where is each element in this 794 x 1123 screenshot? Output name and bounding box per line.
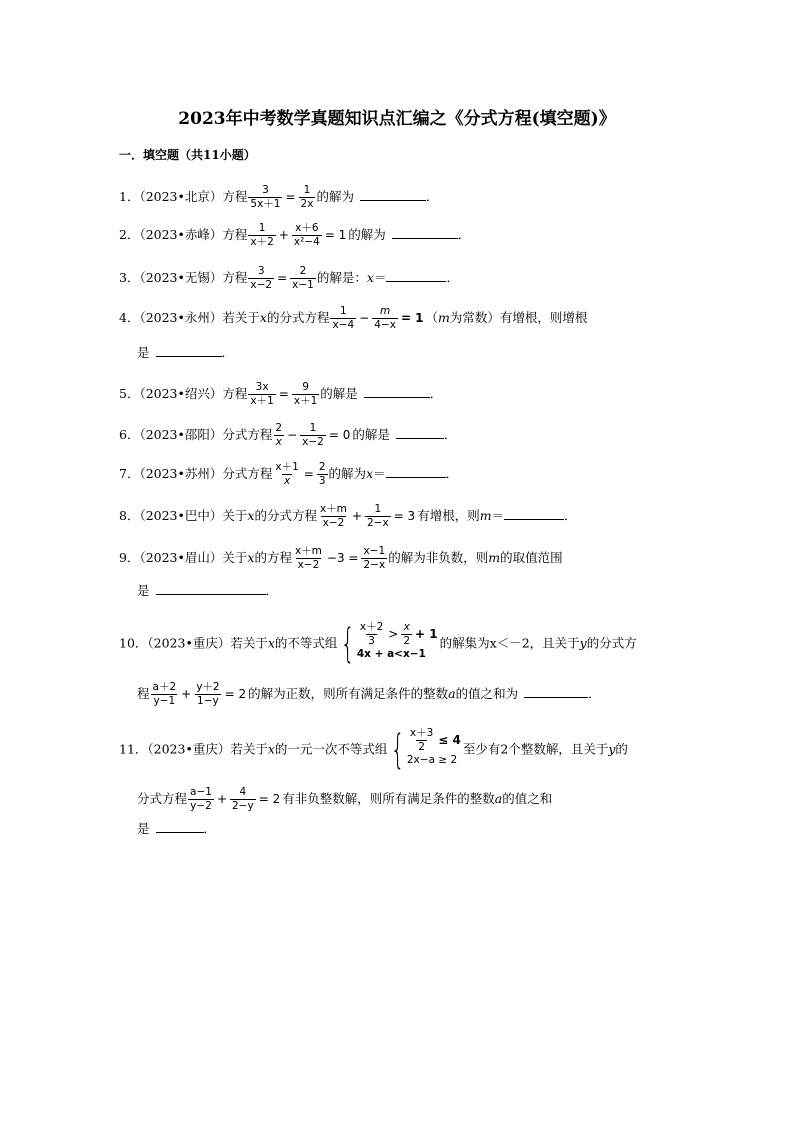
fraction: $\frac{1}{2-x}$ — [366, 503, 389, 529]
answer-blank[interactable] — [156, 344, 222, 357]
question-6: 6．（2023•邵阳）分式方程 $\frac{2}{x}$ − $\frac{1}{x-2}$ = 0 的解是 ． — [119, 422, 457, 448]
question-source: （2023•邵阳）分式方程 — [139, 427, 273, 442]
question-10: 10．（2023•重庆）若关于x的不等式组 { $\frac{x+2}{3}$ > $\frac{x}{2}$ + 1 4x + a<x−1 的解集为x＜－2，且关于y的分式方 — [119, 620, 637, 667]
fraction: $\frac{y+2}{1-y}$ — [196, 681, 220, 707]
question-source: （2023•巴中）关于 — [139, 508, 248, 523]
answer-blank[interactable] — [156, 820, 204, 833]
fraction: $\frac{1}{2x}$ — [300, 184, 314, 210]
fraction: $\frac{x+1}{x}$ — [275, 461, 299, 487]
answer-blank[interactable] — [524, 685, 588, 698]
fraction: $\frac{x+m}{x-2}$ — [294, 545, 322, 571]
answer-blank[interactable] — [392, 226, 458, 239]
fraction: $\frac{1}{x-4}$ — [332, 305, 355, 331]
question-number: 4． — [119, 310, 140, 325]
question-source: （2023•永州）若关于 — [139, 310, 260, 325]
question-number: 1． — [119, 189, 140, 204]
answer-blank[interactable] — [396, 426, 444, 439]
left-brace-icon: { — [391, 727, 406, 773]
fraction: $\frac{2}{x}$ — [275, 422, 283, 448]
left-brace-icon: { — [341, 621, 356, 667]
question-9: 9．（2023•眉山）关于x的方程 $\frac{x+m}{x-2}$ −3 = $\frac{x-1}{2-x}$ 的解为非负数，则m的取值范围 — [119, 545, 563, 571]
fraction: $\frac{4}{2-y}$ — [232, 786, 254, 812]
question-7: 7．（2023•苏州）分式方程 $\frac{x+1}{x}$ = $\frac{2}{3}$ 的解为x＝ ． — [119, 461, 459, 487]
question-number: 7． — [119, 466, 140, 481]
question-source: （2023•重庆）若关于 — [147, 741, 268, 757]
fraction: $\frac{1}{x-2}$ — [302, 422, 324, 448]
fraction: $\frac{3}{x-2}$ — [250, 265, 273, 291]
question-number: 9． — [119, 550, 140, 565]
question-11: 11．（2023•重庆）若关于x的一元一次不等式组 { $\frac{x+3}{2}$ ≤ 4 2x−a ≥ 2 至少有2个整数解，且关于y的 — [119, 726, 628, 773]
answer-blank[interactable] — [386, 465, 446, 478]
question-number: 6． — [119, 427, 140, 442]
answer-blank[interactable] — [386, 269, 446, 282]
question-4: 4．（2023•永州）若关于x的分式方程 $\frac{1}{x-4}$ − $\frac{m}{4-x}$ = 1 （m为常数）有增根，则增根 — [119, 305, 588, 331]
question-11-continued: 分式方程 $\frac{a-1}{y-2}$ + $\frac{4}{2-y}$ = 2 有非负整数解，则所有满足条件的整数a的值之和 — [137, 786, 553, 812]
inequality-system: { $\frac{x+2}{3}$ > $\frac{x}{2}$ + 1 4x + a<x−1 — [341, 620, 438, 667]
question-5: 5．（2023•绍兴）方程 $\frac{3x}{x+1}$ = $\frac{9}{x+1}$ 的解是 ． — [119, 381, 443, 407]
fraction: $\frac{9}{x+1}$ — [293, 381, 318, 407]
question-number: 11． — [119, 741, 148, 757]
fraction: $\frac{3}{5x+1}$ — [250, 184, 281, 210]
question-10-continued: 程 $\frac{a+2}{y-1}$ + $\frac{y+2}{1-y}$ = 2 的解为正数，则所有满足条件的整数a的值之和为 ． — [137, 681, 601, 707]
fraction: $\frac{a+2}{y-1}$ — [152, 681, 177, 707]
question-source: （2023•苏州）分式方程 — [139, 466, 273, 481]
fraction: $\frac{m}{4-x}$ — [374, 305, 396, 331]
question-1: 1．（2023•北京）方程 $\frac{3}{5x+1}$ = $\frac{1}{2x}$ 的解为 ． — [119, 184, 439, 210]
question-8: 8．（2023•巴中）关于x的分式方程 $\frac{x+m}{x-2}$ + $\frac{1}{2-x}$ = 3 有增根，则m＝ ． — [119, 503, 577, 529]
question-source: （2023•眉山）关于 — [139, 550, 248, 565]
question-source: （2023•重庆）若关于 — [147, 635, 268, 651]
answer-blank[interactable] — [156, 582, 266, 595]
fraction: $\frac{a-1}{y-2}$ — [190, 786, 212, 812]
question-source: （2023•赤峰）方程 — [139, 227, 248, 242]
question-number: 10． — [119, 635, 148, 651]
question-number: 8． — [119, 508, 140, 523]
fraction: $\frac{2}{3}$ — [318, 461, 326, 487]
question-3: 3．（2023•无锡）方程 $\frac{3}{x-2}$ = $\frac{2}{x-1}$ 的解是：x＝ ． — [119, 265, 459, 291]
question-number: 2． — [119, 227, 140, 242]
document-title: 2023年中考数学真题知识点汇编之《分式方程(填空题)》 — [178, 109, 616, 129]
fraction: $\frac{3x}{x+1}$ — [250, 381, 274, 407]
question-2: 2．（2023•赤峰）方程 $\frac{1}{x+2}$ + $\frac{x+6}{\text{x²−4}}$ = 1 的解为 ． — [119, 222, 471, 248]
question-4-continued: 是 ． — [137, 345, 235, 360]
fraction: $\frac{1}{x+2}$ — [250, 222, 274, 248]
question-9-continued: 是 ． — [137, 583, 279, 598]
question-number: 3． — [119, 270, 140, 285]
fraction: $\frac{x+m}{x-2}$ — [319, 503, 347, 529]
section-heading: 一．填空题（共11小题） — [119, 148, 256, 162]
answer-blank[interactable] — [364, 385, 430, 398]
question-source: （2023•北京）方程 — [139, 189, 248, 204]
question-11-continued-2: 是 ． — [137, 821, 217, 836]
inequality-system: { $\frac{x+3}{2}$ ≤ 4 2x−a ≥ 2 — [391, 726, 461, 773]
answer-blank[interactable] — [360, 188, 426, 201]
fraction: $\frac{x-1}{2-x}$ — [363, 545, 386, 571]
question-source: （2023•绍兴）方程 — [139, 386, 248, 401]
fraction: $\frac{2}{x-1}$ — [292, 265, 314, 291]
fraction: $\frac{x+6}{\text{x²−4}}$ — [293, 222, 320, 248]
question-number: 5． — [119, 386, 140, 401]
answer-blank[interactable] — [504, 507, 564, 520]
question-source: （2023•无锡）方程 — [139, 270, 248, 285]
